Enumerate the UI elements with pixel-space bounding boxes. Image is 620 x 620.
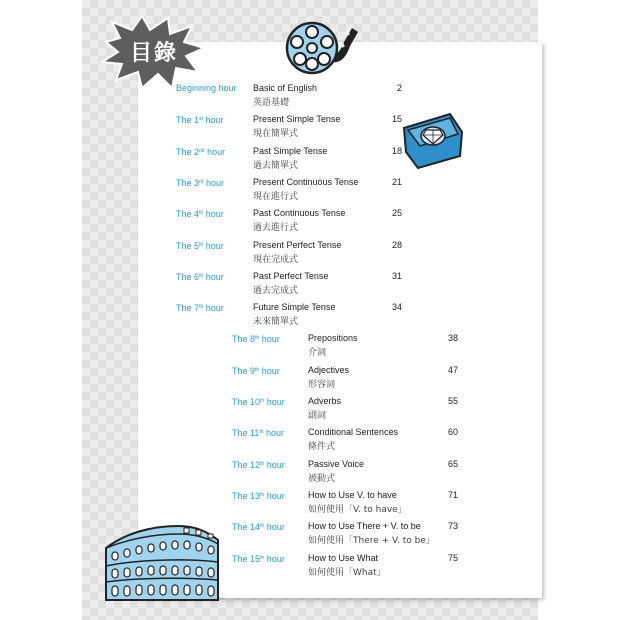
toc-chinese-title: 如何使用「What」 bbox=[308, 567, 386, 578]
toc-page-number: 71 bbox=[447, 489, 458, 500]
hour-ordinal-suffix: th bbox=[259, 429, 264, 436]
hour-word: hour bbox=[202, 115, 224, 126]
toc-chinese-title: 英語基礎 bbox=[253, 98, 290, 108]
hour-word: hour bbox=[264, 397, 285, 407]
hour-word: hour bbox=[259, 334, 280, 345]
toc-page-number: 38 bbox=[447, 333, 458, 344]
hour-ordinal-suffix: th bbox=[199, 304, 204, 311]
hour-ordinal-suffix: rd bbox=[199, 178, 204, 185]
toc-chinese-title: 現在完成式 bbox=[253, 254, 299, 265]
toc-page-number: 55 bbox=[447, 396, 458, 406]
hour-ordinal-suffix: nd bbox=[199, 147, 205, 154]
toc-chinese-title: 如何使用「There + V. to be」 bbox=[308, 536, 435, 547]
page-title: 目錄 bbox=[130, 41, 179, 66]
toc-hour-label bbox=[232, 552, 285, 565]
hour-number: The 11 bbox=[232, 428, 260, 439]
toc-english-title: Prepositions bbox=[308, 333, 358, 344]
hour-number: The 5 bbox=[176, 240, 200, 251]
hour-word: hour bbox=[264, 459, 285, 470]
toc-chinese-title: 過去完成式 bbox=[253, 285, 299, 296]
toc-chinese-title: 過去進行式 bbox=[253, 223, 299, 234]
hour-number: The 7 bbox=[176, 303, 200, 314]
toc-page-number: 18 bbox=[391, 145, 402, 156]
toc-hour-label bbox=[176, 301, 224, 314]
toc-english-title: Past Perfect Tense bbox=[253, 270, 329, 281]
toc-english-title: How to Use There + V. to be bbox=[308, 521, 421, 532]
hour-ordinal-suffix: th bbox=[260, 460, 265, 467]
toc-page-number: 21 bbox=[391, 176, 402, 187]
hour-number: The 10 bbox=[232, 397, 261, 407]
toc-hour-label bbox=[176, 145, 225, 158]
toc-english-title: Adjectives bbox=[308, 364, 350, 375]
hour-word: hour bbox=[203, 177, 224, 188]
hour-number: The 14 bbox=[232, 522, 261, 533]
toc-page-number: 60 bbox=[447, 427, 458, 438]
hour-word: hour bbox=[203, 303, 224, 314]
toc-english-title: Past Continuous Tense bbox=[253, 208, 346, 219]
toc-chinese-title: 條件式 bbox=[308, 442, 336, 453]
toc-hour-label bbox=[232, 426, 284, 439]
hour-ordinal-suffix: th bbox=[255, 366, 260, 373]
hour-ordinal-suffix: th bbox=[260, 523, 265, 530]
toc-hour-label bbox=[176, 113, 223, 126]
film-reel-icon bbox=[284, 18, 360, 78]
toc-hour-label bbox=[176, 239, 224, 252]
toc-english-title: Basic of English bbox=[253, 83, 318, 93]
hour-word: hour bbox=[203, 271, 224, 282]
hour-number: The 1 bbox=[176, 115, 200, 126]
toc-hour-label bbox=[176, 207, 224, 220]
toc-chinese-title: 介詞 bbox=[308, 348, 327, 359]
hour-ordinal-suffix: th bbox=[199, 272, 204, 279]
hour-number: The 12 bbox=[232, 459, 261, 470]
toc-english-title: Conditional Sentences bbox=[308, 427, 399, 438]
toc-page-number: 65 bbox=[447, 458, 458, 469]
toc-english-title: Future Simple Tense bbox=[253, 302, 336, 313]
hour-word: hour bbox=[204, 146, 226, 157]
hour-word: hour bbox=[264, 553, 285, 564]
toc-page-number: 15 bbox=[391, 114, 402, 125]
toc-hour-label bbox=[232, 332, 280, 345]
toc-chinese-title: 副詞 bbox=[308, 411, 327, 421]
toc-hour-label bbox=[232, 458, 285, 471]
hour-number: The 15 bbox=[232, 553, 261, 564]
toc-page-number: 73 bbox=[447, 521, 458, 532]
toc-english-title: How to Use V. to have bbox=[308, 489, 397, 500]
toc-english-title: How to Use What bbox=[308, 552, 379, 563]
toc-hour-label bbox=[232, 395, 285, 408]
diamond-ring-icon bbox=[400, 108, 466, 170]
toc-english-title: Present Simple Tense bbox=[253, 114, 341, 125]
toc-page-number: 28 bbox=[391, 239, 402, 250]
hour-number: The 4 bbox=[176, 209, 200, 220]
hour-word: hour bbox=[203, 240, 224, 251]
toc-english-title: Adverbs bbox=[308, 396, 342, 406]
hour-number: The 2 bbox=[176, 146, 200, 157]
hour-word: hour bbox=[264, 490, 285, 501]
toc-chinese-title: 被動式 bbox=[308, 473, 336, 484]
hour-word: hour bbox=[259, 365, 280, 376]
toc-chinese-title: 未來簡單式 bbox=[253, 317, 299, 328]
toc-hour-label bbox=[176, 82, 237, 94]
hour-ordinal-suffix: th bbox=[199, 210, 204, 217]
hour-ordinal-suffix: th bbox=[260, 491, 265, 498]
toc-chinese-title: 如何使用「V. to have」 bbox=[308, 504, 407, 515]
hour-number: The 9 bbox=[232, 365, 256, 376]
hour-number: The 3 bbox=[176, 177, 200, 188]
toc-chinese-title: 現在進行式 bbox=[253, 191, 299, 202]
toc-chinese-title: 現在簡單式 bbox=[253, 129, 299, 140]
toc-page-number: 25 bbox=[391, 208, 402, 219]
hour-ordinal-suffix: th bbox=[255, 335, 260, 342]
toc-english-title: Past Simple Tense bbox=[253, 145, 328, 156]
hour-word: hour bbox=[203, 209, 224, 220]
toc-page-number: 2 bbox=[396, 83, 402, 93]
toc-chinese-title: 過去簡單式 bbox=[253, 160, 299, 171]
hour-number: The 13 bbox=[232, 490, 261, 501]
toc-page-number: 31 bbox=[391, 270, 402, 281]
hour-ordinal-suffix: st bbox=[199, 116, 203, 123]
hour-ordinal-suffix: th bbox=[260, 398, 265, 404]
toc-hour-label bbox=[232, 489, 285, 502]
toc-hour-label bbox=[176, 176, 224, 189]
toc-page-number: 47 bbox=[447, 364, 458, 375]
toc-english-title: Present Continuous Tense bbox=[253, 176, 359, 187]
hour-word: hour bbox=[264, 522, 285, 533]
hour-number: The 6 bbox=[176, 271, 200, 282]
hour-ordinal-suffix: th bbox=[260, 554, 265, 561]
hour-word: hour bbox=[263, 428, 285, 439]
colosseum-icon bbox=[104, 514, 220, 604]
hour-number: Beginning hour bbox=[176, 83, 237, 93]
toc-chinese-title: 形容詞 bbox=[308, 379, 336, 390]
hour-ordinal-suffix: th bbox=[199, 241, 204, 248]
hour-number: The 8 bbox=[232, 334, 256, 345]
toc-hour-label bbox=[232, 364, 280, 377]
toc-page-number: 75 bbox=[447, 552, 458, 563]
toc-hour-label bbox=[176, 270, 224, 283]
toc-english-title: Passive Voice bbox=[308, 458, 365, 469]
toc-hour-label bbox=[232, 520, 285, 533]
toc-page-number: 34 bbox=[391, 302, 402, 313]
toc-english-title: Present Perfect Tense bbox=[253, 239, 342, 250]
